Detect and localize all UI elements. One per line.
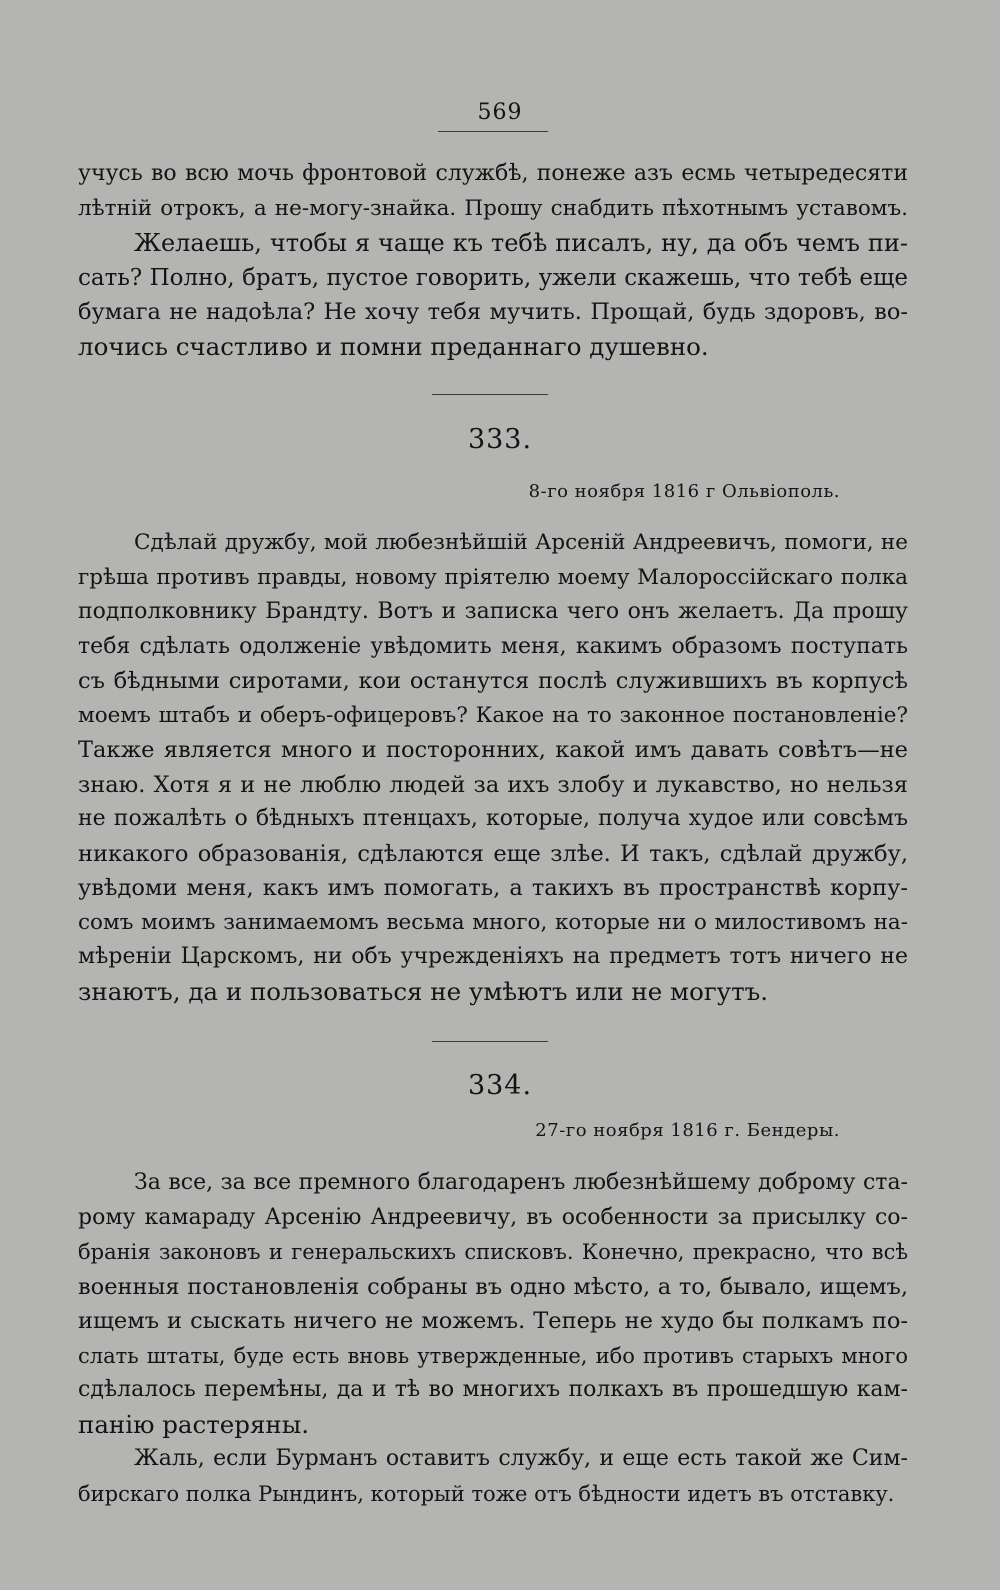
text-line: Желаешь, чтобы я чаще къ тебѣ писалъ, ну, да объ чемъ пи- <box>134 229 908 257</box>
text-line: знаю. Хотя я и не люблю людей за ихъ злобу и лукавство, но нельзя <box>78 771 908 798</box>
letter-number: 333. <box>467 424 533 455</box>
text-line: не пожалѣть о бѣдныхъ птенцахъ, которые, получа худое или совсѣмъ <box>78 806 908 831</box>
text-line: моемъ штабъ и оберъ-офицеровъ? Какое на то законное постановленіе? <box>78 702 908 728</box>
text-line: слать штаты, буде есть вновь утвержденные, ибо противъ старыхъ много <box>78 1343 908 1368</box>
text-line: сомъ моимъ занимаемомъ весьма много, которые ни о милостивомъ на- <box>78 909 908 935</box>
text-line: знаютъ, да и пользоваться не умѣютъ или не могутъ. <box>78 976 769 1006</box>
text-line: мѣреніи Царскомъ, ни объ учрежденіяхъ на предметъ тотъ ничего не <box>78 944 908 969</box>
text-line: увѣдоми меня, какъ имъ помогать, а такихъ въ пространствѣ корпу- <box>78 875 908 901</box>
text-line: бранія законовъ и генеральскихъ списковъ. Конечно, прекрасно, что всѣ <box>78 1240 908 1264</box>
intro-text <box>78 157 908 364</box>
text-line: панію растеряны. <box>78 1409 310 1439</box>
text-line: тебя сдѣлать одолженіе увѣдомить меня, какимъ образомъ поступать <box>78 633 908 659</box>
text-line: Сдѣлай дружбу, мой любезнѣйшій Арсеній Андреевичъ, помоги, не <box>134 530 908 555</box>
page-number-rule <box>438 131 548 132</box>
text-line: никакого образованія, сдѣлаются еще злѣе. И такъ, сдѣлай дружбу, <box>78 840 908 867</box>
letter-334-text <box>78 1166 908 1511</box>
text-line: съ бѣдными сиротами, кои останутся послѣ служившихъ въ корпусѣ <box>78 668 908 694</box>
text-line: сдѣлалось перемѣны, да и тѣ во многихъ полкахъ въ прошедшую кам- <box>78 1377 908 1402</box>
text-line: лѣтній отрокъ, а не-могу-знайка. Прошу снабдить пѣхотнымъ уставомъ. <box>78 195 908 221</box>
text-line: За все, за все премного благодаренъ любезнѣйшему доброму ста- <box>134 1170 908 1195</box>
text-line: грѣша противъ правды, новому пріятелю моему Малороссійскаго полка <box>78 564 908 590</box>
page-number: 569 <box>477 100 523 125</box>
letter-number: 334. <box>467 1070 533 1101</box>
text-line: рому камараду Арсенію Андреевичу, въ особенности за присылку со- <box>78 1204 908 1230</box>
letter-date: 27-го ноября 1816 г. Бендеры. <box>535 1120 840 1141</box>
text-line: лочись счастливо и помни преданнаго душевно. <box>78 331 709 361</box>
text-line: бирскаго полка Рындинъ, который тоже отъ бѣдности идетъ въ отставку. <box>78 1481 895 1506</box>
text-line: военныя постановленія собраны въ одно мѣсто, а то, бывало, ищемъ, <box>78 1273 908 1300</box>
text-line: Жаль, если Бурманъ оставитъ службу, и еще есть такой же Сим- <box>134 1446 908 1471</box>
text-line: Также является много и посторонних, какой имъ давать совѣтъ—не <box>78 737 908 763</box>
text-line: учусь во всю мочь фронтовой службѣ, понеже азъ есмь четыредесяти <box>78 161 908 186</box>
text-line: бумага не надоѣла? Не хочу тебя мучить. Прощай, будь здоровъ, во- <box>78 299 908 325</box>
text-line: подполковнику Брандту. Вотъ и записка чего онъ желаетъ. Да прошу <box>78 599 908 624</box>
section-divider <box>432 1041 548 1042</box>
letter-date: 8-го ноября 1816 г Ольвіополь. <box>528 481 840 502</box>
letter-333-text <box>78 526 908 1009</box>
text-line: ищемъ и сыскать ничего не можемъ. Теперь не худо бы полкамъ по- <box>78 1308 908 1334</box>
section-divider <box>432 394 548 395</box>
text-line: сать? Полно, братъ, пустое говорить, ужели скажешь, что тебѣ еще <box>78 264 908 291</box>
